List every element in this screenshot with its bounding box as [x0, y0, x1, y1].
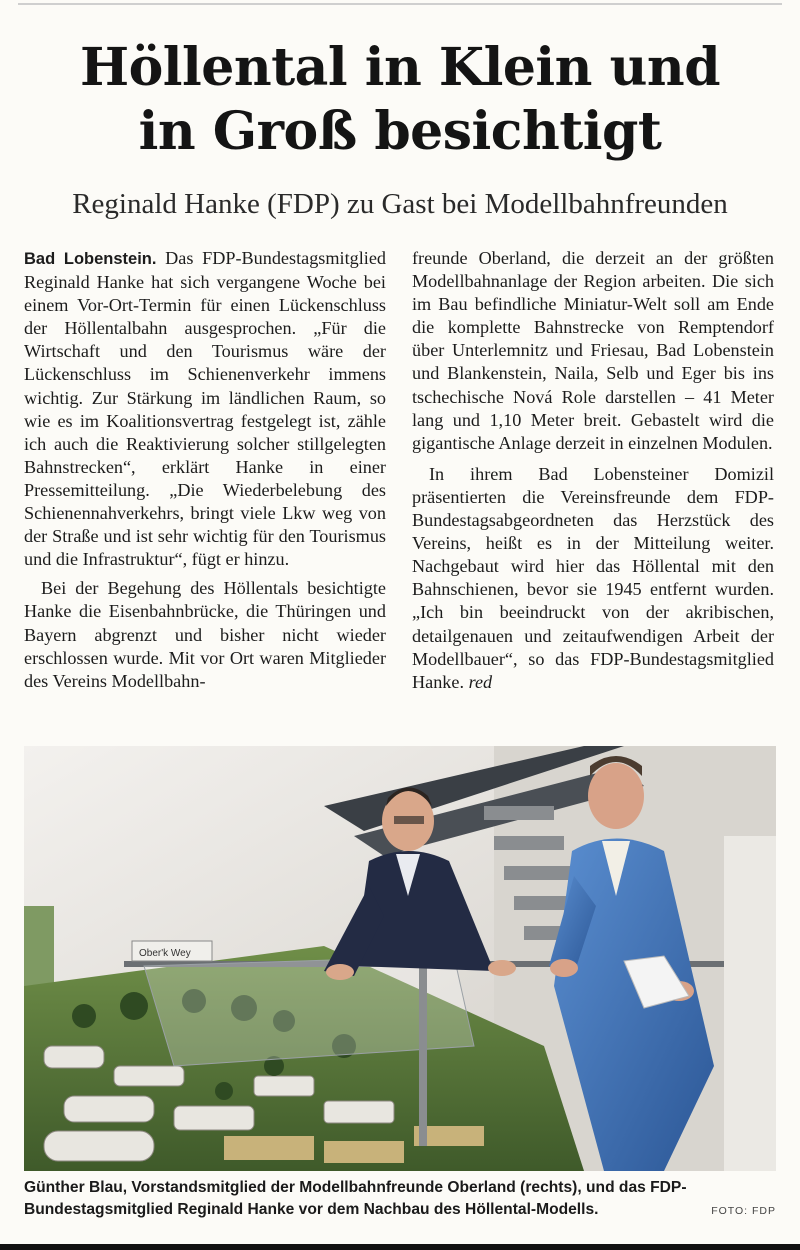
headline-line-1: Höllental in Klein und: [79, 37, 721, 98]
headline: [20, 36, 780, 164]
paragraph-1-text: Das FDP-Bundestagsmitglied Reginald Hanke hat sich vergangene Woche bei einem Vor-Ort-Termin für einen Lückenschluss der Höllentalbahn ausgesprochen. „Für die Wirtschaft und den Tourismus wäre der Lückenschluss im Schienenverkehr immens wichtig. Zur Stärkung im ländlichen Raum, so wie es im Koalitionsvertrag festgelegt ist, zähle ich auch die Reaktivierung solcher stillgelegten Bahnstrecken“, erklärt Hanke in einer Pressemitteilung. „Die Wiederbelebung des Schienennahverkehrs, bringt viele Lkw weg von der Straße und ist sehr wichtig für den Tourismus und die Infrastruktur“, fügt er hinzu.: [24, 248, 386, 570]
photo-credit: FOTO: FDP: [711, 1205, 776, 1217]
paragraph-4: [412, 463, 774, 694]
article-photo: [24, 746, 776, 1171]
photo-caption: [24, 1177, 784, 1222]
article-column-left: [24, 247, 386, 693]
dateline: Bad Lobenstein.: [24, 250, 157, 268]
paragraph-2: Bei der Begehung des Höllentals besichtigte Hanke die Eisenbahnbrücke, die Thüringen und Bayern abgrenzt und bisher nicht wieder erschlossen wurde. Mit vor Ort waren Mitglieder des Vereins Modellbahn-: [24, 578, 386, 691]
bottom-rule: [0, 1244, 800, 1250]
model-sign-text: Ober'k Wey: [139, 948, 191, 959]
article-column-right: [412, 247, 774, 694]
photo-illustration: [24, 746, 776, 1171]
headline-line-2: in Groß besichtigt: [138, 101, 662, 162]
paragraph-3: freunde Oberland, die derzeit an der größten Modellbahnanlage der Region arbeiten. Die sich im Bau befindliche Miniatur-Welt soll am Ende die komplette Bahnstrecke von Remptendorf über Unterlemnitz und Friesau, Bad Lobenstein und Blankenstein, Naila, Selb und Eger bis ins tschechische Nová Role darstellen – 41 Meter lang und 1,10 Meter breit. Gebastelt wird die gigantische Anlage derzeit in einzelnen Modulen.: [412, 248, 774, 453]
caption-line-2-row: [24, 1199, 776, 1222]
paragraph-4-text: In ihrem Bad Lobensteiner Domizil präsentierten die Vereinsfreunde dem FDP-Bundestagsabgeordneten das Herzstück des Vereins, heißt es in der Mitteilung weiter. Nachgebaut wird hier das Höllental mit den Bahnschienen, bevor sie 1945 entfernt wurden. „Ich bin beeindruckt von der akribischen, detailgenauen und zeitaufwendigen Arbeit der Modellbauer“, so das FDP-Bundestagsmitglied Hanke.: [412, 463, 774, 692]
caption-line-1: Günther Blau, Vorstandsmitglied der Modellbahnfreunde Oberland (rechts), und das FDP-: [24, 1179, 687, 1196]
top-rule: [18, 3, 782, 5]
author-credit: red: [468, 671, 493, 692]
subheadline: Reginald Hanke (FDP) zu Gast bei Modellbahnfreunden: [72, 188, 728, 220]
caption-line-2: Bundestagsmitglied Reginald Hanke vor dem Nachbau des Höllental-Modells.: [24, 1201, 599, 1218]
paragraph-1: [24, 247, 386, 571]
